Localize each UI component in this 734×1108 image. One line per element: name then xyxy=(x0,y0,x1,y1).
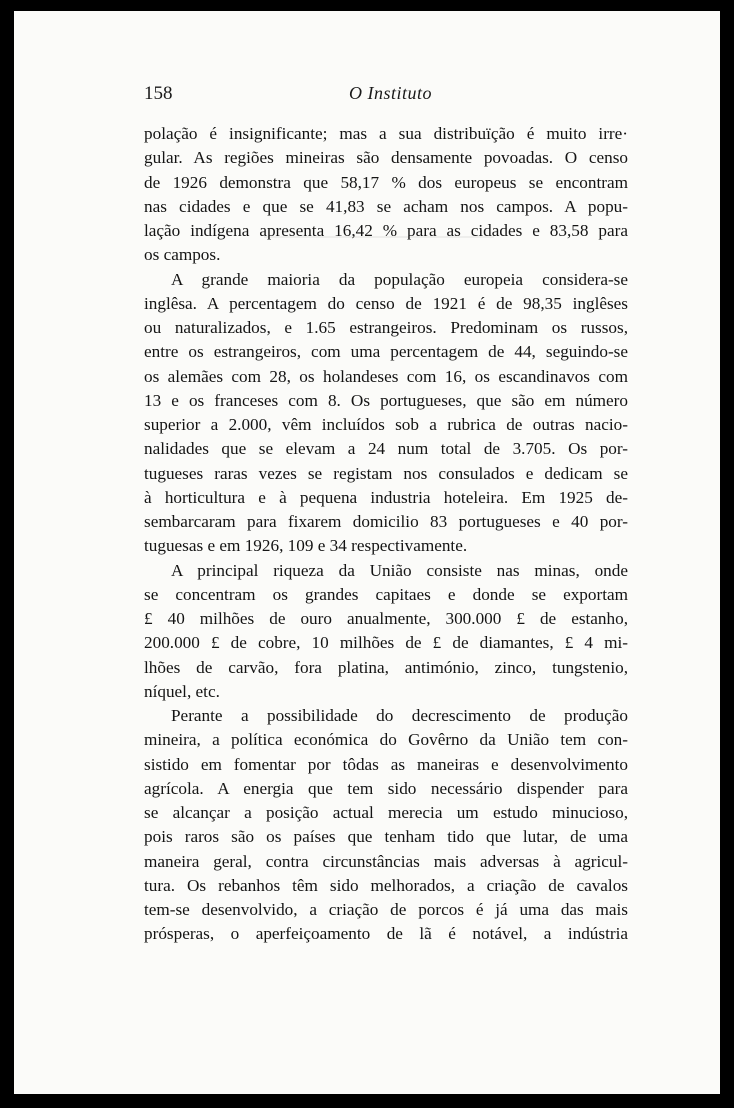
text-line: prósperas, o aperfeiçoamento de lã é notável, a indústria xyxy=(144,924,628,944)
page-number: 158 xyxy=(144,83,173,104)
paragraph xyxy=(144,122,628,268)
text-line: superior a 2.000, vêm incluídos sob a rubrica de outras nacio- xyxy=(144,415,628,434)
text-line: se alcançar a posição actual merecia um estudo minucioso, xyxy=(144,803,628,822)
paragraph xyxy=(144,704,628,947)
text-line: ou naturalizados, e 1.65 estrangeiros. Predominam os russos, xyxy=(144,318,628,337)
text-line: £ 40 milhões de ouro anualmente, 300.000 £ de estanho, xyxy=(144,609,628,628)
text-line: tuguesas e em 1926, 109 e 34 respectivamente. xyxy=(144,536,468,556)
text-line: entre os estrangeiros, com uma percentagem de 44, seguindo-se xyxy=(144,342,628,362)
running-title: O Instituto xyxy=(348,83,432,103)
text-line: à horticultura e à pequena industria hoteleira. Em 1925 de- xyxy=(144,487,628,507)
book-page xyxy=(14,11,720,1094)
text-line: maneira geral, contra circunstâncias mais adversas à agricul- xyxy=(144,851,628,871)
text-line: nas cidades e que se 41,83 se acham nos campos. A popu- xyxy=(144,196,628,216)
text-line: polação é insignificante; mas a sua distribuïção é muito irre· xyxy=(144,124,628,143)
text-line: os campos. xyxy=(144,245,221,265)
text-line: 13 e os franceses com 8. Os portugueses, que são em número xyxy=(144,390,628,410)
text-line: de 1926 demonstra que 58,17 % dos europeus se encontram xyxy=(144,172,628,192)
text-line: Perante a possibilidade do decrescimento de produção xyxy=(171,706,628,725)
page-header xyxy=(144,83,637,107)
text-line: agrícola. A energia que tem sido necessário dispender para xyxy=(144,778,628,798)
body-text xyxy=(144,122,628,947)
text-line: lhões de carvão, fora platina, antimónio, zinco, tungstenio, xyxy=(144,657,628,677)
paragraph xyxy=(144,559,628,705)
text-line: A principal riqueza da União consiste nas minas, onde xyxy=(171,560,628,580)
text-line: sembarcaram para fixarem domicilio 83 portugueses e 40 por- xyxy=(144,512,628,531)
text-line: 200.000 £ de cobre, 10 milhões de £ de diamantes, £ 4 mi- xyxy=(144,633,628,653)
paragraph xyxy=(144,268,628,559)
text-line: inglêsa. A percentagem do censo de 1921 é de 98,35 inglêses xyxy=(144,293,628,313)
text-line: gular. As regiões mineiras são densamente povoadas. O censo xyxy=(144,148,628,168)
text-line: níquel, etc. xyxy=(144,681,220,701)
text-line: A grande maioria da população europeia considera-se xyxy=(171,269,628,289)
text-line: nalidades que se elevam a 24 num total de 3.705. Os por- xyxy=(144,439,628,459)
text-line: pois raros são os países que tenham tido que lutar, de uma xyxy=(144,827,628,847)
text-line: mineira, a política económica do Govêrno da União tem con- xyxy=(144,730,628,750)
text-line: se concentram os grandes capitaes e donde se exportam xyxy=(144,584,628,604)
text-line: tura. Os rebanhos têm sido melhorados, a criação de cavalos xyxy=(144,875,628,895)
text-line: lação indígena apresenta 16,42 % para as cidades e 83,58 para xyxy=(144,221,628,240)
text-line: tugueses raras vezes se registam nos consulados e dedicam se xyxy=(144,463,628,483)
text-line: os alemães com 28, os holandeses com 16, os escandinavos com xyxy=(144,366,628,386)
text-line: sistido em fomentar por tôdas as maneiras e desenvolvimento xyxy=(144,754,628,774)
text-line: tem-se desenvolvido, a criação de porcos é já uma das mais xyxy=(144,900,628,919)
